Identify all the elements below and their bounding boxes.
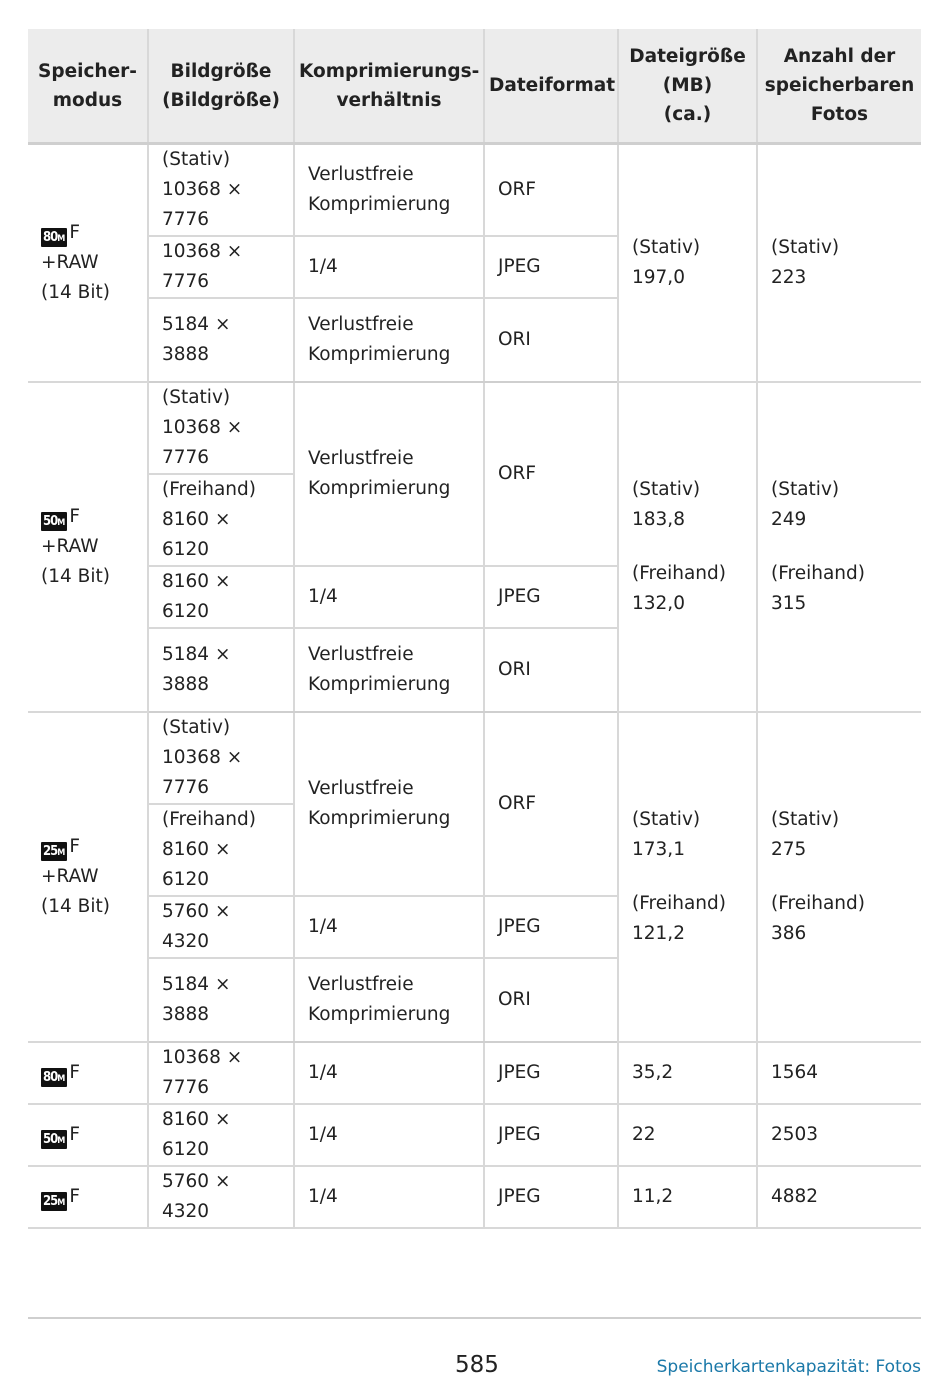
photo-count-cell: 1564 <box>757 1042 921 1104</box>
image-size-cell: 5184 × 3888 <box>148 298 294 382</box>
header-compression: Komprimierungs- verhältnis <box>294 29 484 144</box>
image-size-cell: 5760 × 4320 <box>148 1166 294 1228</box>
image-size-cell: 5760 × 4320 <box>148 896 294 958</box>
table-row <box>28 712 921 804</box>
file-size-cell: 11,2 <box>618 1166 757 1228</box>
image-size-cell: 5184 × 3888 <box>148 628 294 712</box>
footer-divider <box>28 1317 921 1319</box>
storage-capacity-table <box>28 29 921 1229</box>
photo-count-cell: (Stativ) 249 (Freihand) 315 <box>757 382 921 712</box>
image-size-cell: 8160 × 6120 <box>148 1104 294 1166</box>
header-file-format: Dateiformat <box>484 29 618 144</box>
table-header-row <box>28 29 921 144</box>
compression-cell: 1/4 <box>294 566 484 628</box>
photo-count-cell: 2503 <box>757 1104 921 1166</box>
section-link[interactable]: Speicherkartenkapazität: Fotos <box>656 1357 921 1377</box>
file-size-cell: (Stativ) 173,1 (Freihand) 121,2 <box>618 712 757 1042</box>
table-row <box>28 1166 921 1228</box>
compression-cell: Verlustfreie Komprimierung <box>294 958 484 1042</box>
80m-highres-icon: 80M <box>43 230 66 245</box>
image-size-cell: (Stativ) 10368 × 7776 <box>148 712 294 804</box>
compression-cell: Verlustfreie Komprimierung <box>294 382 484 566</box>
format-cell: ORF <box>484 712 618 896</box>
table-row <box>28 144 921 237</box>
50m-highres-icon: 50M <box>43 514 66 529</box>
compression-cell: Verlustfreie Komprimierung <box>294 628 484 712</box>
photo-count-cell: (Stativ) 223 <box>757 144 921 383</box>
photo-count-cell: (Stativ) 275 (Freihand) 386 <box>757 712 921 1042</box>
mode-cell: 50M F +RAW (14 Bit) <box>28 382 148 712</box>
compression-cell: 1/4 <box>294 1166 484 1228</box>
compression-cell: Verlustfreie Komprimierung <box>294 712 484 896</box>
header-image-size: Bildgröße (Bildgröße) <box>148 29 294 144</box>
header-recording-mode: Speicher- modus <box>28 29 148 144</box>
format-cell: JPEG <box>484 896 618 958</box>
mode-cell: 50M F <box>28 1104 148 1166</box>
image-size-cell: 8160 × 6120 <box>148 566 294 628</box>
image-size-cell: (Stativ) 10368 × 7776 <box>148 144 294 237</box>
table-row <box>28 1042 921 1104</box>
photo-count-cell: 4882 <box>757 1166 921 1228</box>
compression-cell: Verlustfreie Komprimierung <box>294 144 484 237</box>
format-cell: JPEG <box>484 1042 618 1104</box>
image-size-cell: 10368 × 7776 <box>148 236 294 298</box>
file-size-cell: (Stativ) 197,0 <box>618 144 757 383</box>
format-cell: JPEG <box>484 1104 618 1166</box>
image-size-cell: 5184 × 3888 <box>148 958 294 1042</box>
mode-cell: 80M F <box>28 1042 148 1104</box>
50m-highres-icon: 50M <box>43 1132 66 1147</box>
compression-cell: 1/4 <box>294 896 484 958</box>
image-size-cell: (Stativ) 10368 × 7776 <box>148 382 294 474</box>
80m-highres-icon: 80M <box>43 1070 66 1085</box>
format-cell: JPEG <box>484 236 618 298</box>
format-cell: JPEG <box>484 566 618 628</box>
compression-cell: 1/4 <box>294 1104 484 1166</box>
file-size-cell: 35,2 <box>618 1042 757 1104</box>
format-cell: ORI <box>484 628 618 712</box>
table-row <box>28 382 921 474</box>
page-number: 585 <box>455 1352 499 1378</box>
mode-cell: 80M F +RAW (14 Bit) <box>28 144 148 383</box>
compression-cell: Verlustfreie Komprimierung <box>294 298 484 382</box>
table-row <box>28 1104 921 1166</box>
format-cell: ORI <box>484 958 618 1042</box>
format-cell: ORF <box>484 382 618 566</box>
image-size-cell: 10368 × 7776 <box>148 1042 294 1104</box>
compression-cell: 1/4 <box>294 236 484 298</box>
file-size-cell: (Stativ) 183,8 (Freihand) 132,0 <box>618 382 757 712</box>
mode-cell: 25M F <box>28 1166 148 1228</box>
25m-highres-icon: 25M <box>43 1194 66 1209</box>
format-cell: ORI <box>484 298 618 382</box>
format-cell: ORF <box>484 144 618 237</box>
image-size-cell: (Freihand) 8160 × 6120 <box>148 474 294 566</box>
file-size-cell: 22 <box>618 1104 757 1166</box>
format-cell: JPEG <box>484 1166 618 1228</box>
image-size-cell: (Freihand) 8160 × 6120 <box>148 804 294 896</box>
header-file-size: Dateigröße (MB) (ca.) <box>618 29 757 144</box>
25m-highres-icon: 25M <box>43 844 66 859</box>
mode-cell: 25M F +RAW (14 Bit) <box>28 712 148 1042</box>
header-photo-count: Anzahl der speicherbaren Fotos <box>757 29 921 144</box>
compression-cell: 1/4 <box>294 1042 484 1104</box>
